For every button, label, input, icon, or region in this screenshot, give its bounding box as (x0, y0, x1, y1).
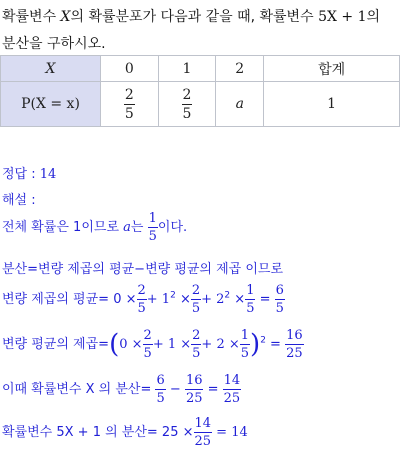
fraction: $\frac{2}{5}$ (182, 86, 192, 122)
solution-line-3: 변량 제곱의 평균= 0 × $\frac{2}{5}$ + $1^2$ × $\frac{2}{5}$ + $2^2$ × $\frac{1}{5}$ = $\frac{6}{5}$ (2, 283, 284, 316)
fraction: $\frac{6}{5}$ (156, 373, 165, 406)
fraction: $\frac{2}{5}$ (191, 283, 201, 316)
question-text (2, 4, 398, 58)
solution-line-1: 전체 확률은 1이므로 a는 $\frac{1}{5}$ 이다. (2, 211, 188, 244)
answer-label: 정답 : (2, 167, 40, 182)
distribution-table (0, 55, 400, 127)
row-label: P(X = x) (1, 82, 101, 127)
fraction: $\frac{1}{5}$ (240, 328, 250, 361)
fraction: $\frac{1}{5}$ (148, 211, 157, 244)
fraction: $\frac{16}{25}$ (185, 373, 203, 406)
question-expr: 5X + 1 (318, 9, 367, 25)
fraction: $\frac{14}{25}$ (223, 373, 241, 406)
question-part1: 확률변수 (2, 9, 61, 25)
fraction: $\frac{2}{5}$ (192, 328, 201, 361)
fraction: $\frac{6}{5}$ (275, 283, 284, 316)
answer-line (2, 163, 56, 182)
fraction: $\frac{1}{5}$ (246, 283, 255, 316)
table-header-row (1, 56, 400, 82)
fraction: $\frac{16}{25}$ (286, 328, 303, 361)
solution-line-4: 변량 평균의 제곱=(0 × $\frac{2}{5}$ + 1 × $\frac{2}{5}$ + 2 × $\frac{1}{5}$ )$^2$ = $\frac{16}{25}$ (2, 328, 303, 361)
solution-line-2: 분산=변량 제곱의 평균−변량 평균의 제곱 이므로 (2, 262, 284, 277)
table-probability-row (1, 82, 400, 127)
fraction: $\frac{14}{25}$ (194, 416, 212, 449)
prob-cell-0 (101, 82, 159, 127)
fraction: $\frac{2}{5}$ (124, 86, 134, 122)
header-x: X (1, 56, 101, 82)
header-0: 0 (101, 56, 159, 82)
header-1: 1 (158, 56, 216, 82)
header-2: 2 (216, 56, 264, 82)
question-var-x: X (60, 9, 71, 25)
prob-cell-1 (158, 82, 216, 127)
question-part3: 의 (366, 9, 381, 25)
header-total: 합계 (264, 56, 400, 82)
prob-cell-total: 1 (264, 82, 400, 127)
answer-value: 14 (39, 167, 57, 182)
question-line2: 분산을 구하시오. (2, 36, 106, 52)
solution-line-6: 확률변수 5X + 1 의 분산= 25 × $\frac{14}{25}$ = 14 (2, 416, 248, 449)
fraction: $\frac{2}{5}$ (137, 283, 146, 316)
explanation-label: 해설 : (2, 193, 36, 208)
prob-cell-2: a (216, 82, 264, 127)
solution-line-5: 이때 확률변수 X 의 분산= $\frac{6}{5}$ − $\frac{16}{25}$ = $\frac{14}{25}$ (2, 373, 241, 406)
question-part2: 의 확률분포가 다음과 같을 때, 확률변수 (70, 9, 319, 25)
fraction: $\frac{2}{5}$ (143, 328, 152, 361)
